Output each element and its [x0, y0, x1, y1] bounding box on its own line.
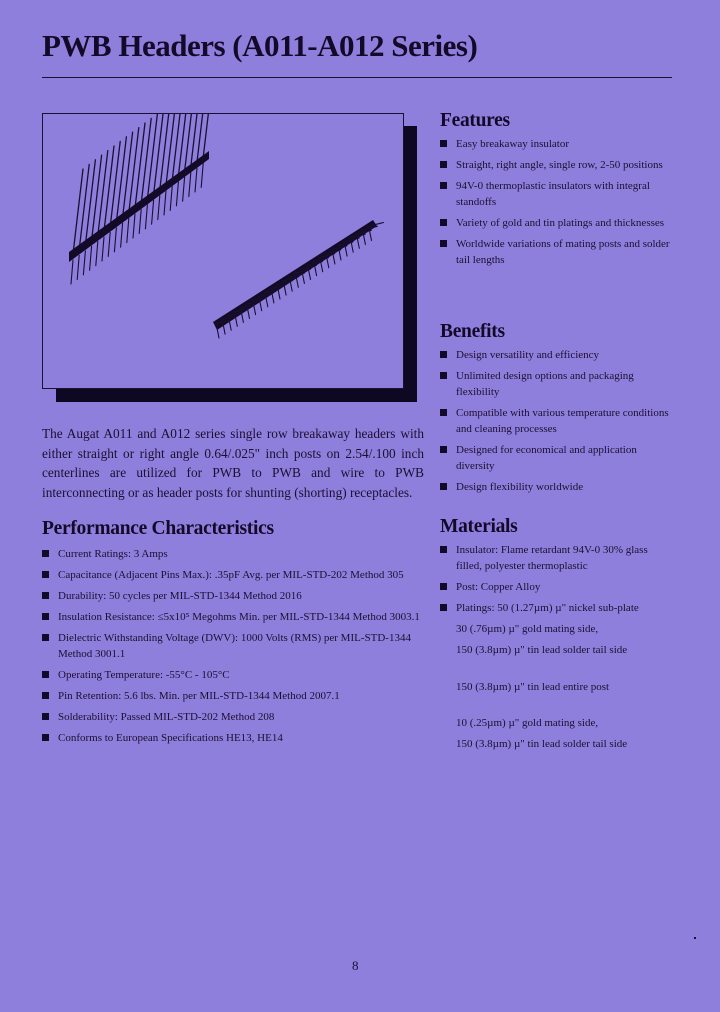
plating-line: 150 (3.8µm) µ" tin lead solder tail side: [456, 738, 628, 750]
list-item: Straight, right angle, single row, 2-50 positions: [440, 157, 672, 173]
right-angle-header-illustration: [213, 220, 384, 338]
bullet-icon: [440, 604, 447, 611]
features-section: [440, 110, 672, 273]
bullet-icon: [42, 550, 49, 557]
intro-paragraph: The Augat A011 and A012 series single row breakaway headers with either straight or right angle 0.64/.025" inch posts on 2.54/.100 inch centerlines are utilized for PWB to PWB and wire to PWB interconnecting or as header posts for shunting (shorting) receptacles.: [42, 426, 424, 500]
bullet-icon: [42, 671, 49, 678]
plating-line: 30 (.76µm) µ" gold mating side,: [456, 623, 599, 635]
bullet-icon: [440, 219, 447, 226]
bullet-icon: [440, 161, 447, 168]
plating-line: 150 (3.8µm) µ" tin lead entire post: [456, 681, 610, 693]
bullet-icon: [42, 592, 49, 599]
list-item: Compatible with various temperature conditions and cleaning processes: [440, 405, 672, 437]
bullet-icon: [440, 140, 447, 147]
bullet-icon: [440, 409, 447, 416]
bullet-icon: [440, 351, 447, 358]
list-item: Insulator: Flame retardant 94V-0 30% glass filled, polyester thermoplastic: [440, 542, 672, 574]
materials-list: [440, 542, 672, 616]
list-item: Operating Temperature: -55°C - 105°C: [42, 667, 424, 683]
list-item: Designed for economical and application diversity: [440, 442, 672, 474]
performance-section: [42, 518, 424, 751]
photo-shadow: [404, 126, 417, 402]
list-item: Capacitance (Adjacent Pins Max.): .35pF Avg. per MIL-STD-202 Method 305: [42, 567, 424, 583]
list-item: Durability: 50 cycles per MIL-STD-1344 Method 2016: [42, 588, 424, 604]
list-item: Easy breakaway insulator: [440, 136, 672, 152]
materials-heading: Materials: [440, 516, 518, 537]
list-item: Solderability: Passed MIL-STD-202 Method 208: [42, 709, 424, 725]
photo-shadow: [56, 389, 417, 402]
list-item: Worldwide variations of mating posts and solder tail lengths: [440, 236, 672, 268]
page-number: 8: [352, 958, 359, 973]
performance-heading: Performance Characteristics: [42, 518, 274, 539]
plating-line: 10 (.25µm) µ" gold mating side,: [456, 717, 599, 729]
list-item: Conforms to European Specifications HE13, HE14: [42, 730, 424, 746]
bullet-icon: [42, 692, 49, 699]
straight-header-illustration: [69, 114, 213, 284]
list-item: Design flexibility worldwide: [440, 479, 672, 495]
list-item: Platings: 50 (1.27µm) µ" nickel sub-plate: [440, 600, 672, 616]
bullet-icon: [440, 583, 447, 590]
list-item: Post: Copper Alloy: [440, 579, 672, 595]
list-item: 94V-0 thermoplastic insulators with integral standoffs: [440, 178, 672, 210]
features-list: [440, 136, 672, 268]
bullet-icon: [440, 446, 447, 453]
list-item: Dielectric Withstanding Voltage (DWV): 1000 Volts (RMS) per MIL-STD-1344 Method 3001.1: [42, 630, 424, 662]
plating-line: 150 (3.8µm) µ" tin lead solder tail side: [456, 644, 628, 656]
bullet-icon: [42, 613, 49, 620]
list-item: Unlimited design options and packaging flexibility: [440, 368, 672, 400]
materials-section: [440, 516, 672, 752]
page-title: PWB Headers (A011-A012 Series): [42, 28, 478, 63]
bullet-icon: [42, 734, 49, 741]
product-photo: [42, 113, 404, 389]
bullet-icon: [440, 546, 447, 553]
list-item: Variety of gold and tin platings and thicknesses: [440, 215, 672, 231]
list-item: Insulation Resistance: ≤5x10⁵ Megohms Min. per MIL-STD-1344 Method 3003.1: [42, 609, 424, 625]
header-connectors-illustration: [43, 114, 403, 388]
performance-list: [42, 546, 424, 746]
bullet-icon: [440, 372, 447, 379]
list-item: Design versatility and efficiency: [440, 347, 672, 363]
benefits-list: [440, 347, 672, 495]
speck: [694, 937, 696, 939]
features-heading: Features: [440, 110, 510, 131]
list-item: Current Ratings: 3 Amps: [42, 546, 424, 562]
bullet-icon: [440, 182, 447, 189]
bullet-icon: [42, 634, 49, 641]
bullet-icon: [440, 483, 447, 490]
bullet-icon: [42, 571, 49, 578]
bullet-icon: [440, 240, 447, 247]
benefits-heading: Benefits: [440, 321, 505, 342]
bullet-icon: [42, 713, 49, 720]
title-rule: [42, 77, 672, 78]
list-item: Pin Retention: 5.6 lbs. Min. per MIL-STD-1344 Method 2007.1: [42, 688, 424, 704]
benefits-section: [440, 321, 672, 500]
